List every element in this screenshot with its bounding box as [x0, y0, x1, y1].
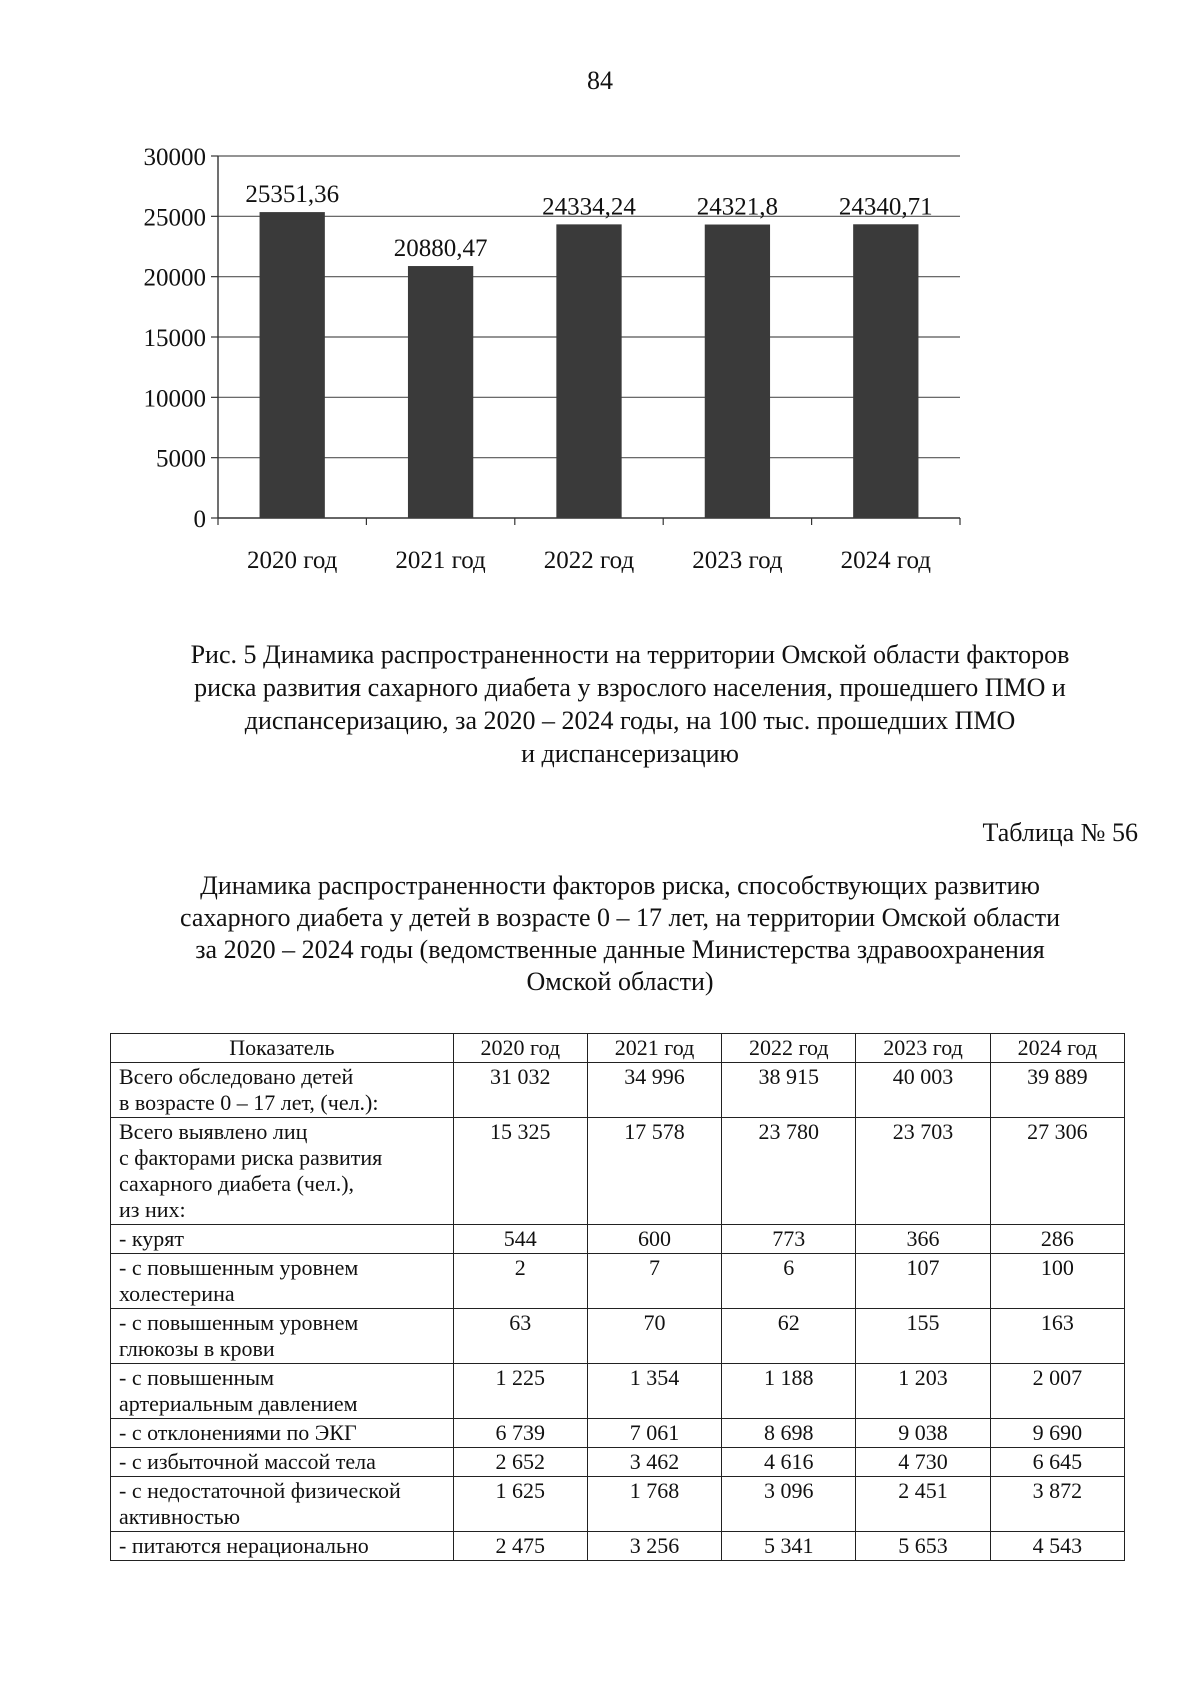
row-label-line: - с отклонениями по ЭКГ — [119, 1420, 357, 1445]
figure-caption — [130, 638, 1130, 770]
table-row — [111, 1419, 1125, 1448]
row-label — [111, 1254, 454, 1309]
table-title-line: Динамика распространенности факторов риска, способствующих развитию — [200, 871, 1040, 900]
table-cell: 1 625 — [453, 1477, 587, 1532]
table-cell: 8 698 — [722, 1419, 856, 1448]
table-cell: 63 — [453, 1309, 587, 1364]
row-label — [111, 1118, 454, 1225]
table-cell: 107 — [856, 1254, 990, 1309]
bar-chart — [120, 130, 1060, 640]
row-label-line: холестерина — [119, 1281, 235, 1306]
table-row — [111, 1309, 1125, 1364]
figure-caption-line: диспансеризацию, за 2020 – 2024 годы, на 100 тыс. прошедших ПМО — [244, 706, 1016, 735]
data-label: 20880,47 — [393, 235, 488, 263]
table-cell: 1 188 — [722, 1364, 856, 1419]
x-tick-label: 2023 год — [692, 547, 783, 574]
y-tick-label: 20000 — [143, 264, 206, 292]
page-number: 84 — [587, 66, 613, 95]
table-row — [111, 1477, 1125, 1532]
row-label-line: - питаются нерационально — [119, 1533, 369, 1558]
table-cell: 600 — [587, 1225, 721, 1254]
table-cell: 70 — [587, 1309, 721, 1364]
bar — [408, 266, 473, 518]
row-label — [111, 1448, 454, 1477]
row-label-line: Всего обследовано детей — [119, 1064, 354, 1089]
column-header: 2022 год — [722, 1034, 856, 1063]
table-cell: 155 — [856, 1309, 990, 1364]
row-label-line: Всего выявлено лиц — [119, 1119, 308, 1144]
x-tick-label: 2022 год — [543, 547, 635, 574]
table-row — [111, 1225, 1125, 1254]
table-cell: 9 690 — [990, 1419, 1124, 1448]
table-cell: 1 225 — [453, 1364, 587, 1419]
y-tick-label: 0 — [193, 506, 206, 533]
table-cell: 286 — [990, 1225, 1124, 1254]
table-cell: 163 — [990, 1309, 1124, 1364]
y-tick-label: 30000 — [143, 144, 206, 171]
table-cell: 6 645 — [990, 1448, 1124, 1477]
table-cell: 38 915 — [722, 1063, 856, 1118]
row-label-line: - с недостаточной физической — [119, 1478, 401, 1503]
table-cell: 6 — [722, 1254, 856, 1309]
x-tick-label: 2020 год — [247, 547, 338, 574]
table-cell: 2 652 — [453, 1448, 587, 1477]
table-row — [111, 1532, 1125, 1561]
table-cell: 3 462 — [587, 1448, 721, 1477]
table-cell: 100 — [990, 1254, 1124, 1309]
table-cell: 23 703 — [856, 1118, 990, 1225]
column-header: 2023 год — [856, 1034, 990, 1063]
row-label — [111, 1419, 454, 1448]
row-label — [111, 1532, 454, 1561]
table-row — [111, 1448, 1125, 1477]
column-header: 2021 год — [587, 1034, 721, 1063]
row-label — [111, 1364, 454, 1419]
table-cell: 2 — [453, 1254, 587, 1309]
table-cell: 1 768 — [587, 1477, 721, 1532]
table-cell: 31 032 — [453, 1063, 587, 1118]
table-cell: 1 354 — [587, 1364, 721, 1419]
row-label-line: сахарного диабета (чел.), — [119, 1171, 355, 1196]
x-tick-label: 2024 год — [840, 547, 931, 574]
table-cell: 2 007 — [990, 1364, 1124, 1419]
table-cell: 5 653 — [856, 1532, 990, 1561]
row-label-line: - с повышенным — [119, 1365, 274, 1390]
figure-caption-line: и диспансеризацию — [521, 739, 739, 768]
bar — [705, 225, 770, 518]
data-label: 24334,24 — [542, 193, 636, 221]
row-label-line: - с избыточной массой тела — [119, 1449, 376, 1474]
table-cell: 4 730 — [856, 1448, 990, 1477]
column-header: 2020 год — [453, 1034, 587, 1063]
table-cell: 62 — [722, 1309, 856, 1364]
row-label-line: из них: — [119, 1197, 186, 1222]
x-tick-label: 2021 год — [395, 547, 486, 574]
table-cell: 2 451 — [856, 1477, 990, 1532]
table-row — [111, 1118, 1125, 1225]
table-cell: 34 996 — [587, 1063, 721, 1118]
row-label — [111, 1309, 454, 1364]
risk-factors-table — [110, 1033, 1125, 1561]
table-cell: 544 — [453, 1225, 587, 1254]
table-cell: 3 872 — [990, 1477, 1124, 1532]
y-tick-label: 5000 — [156, 445, 206, 473]
table-cell: 40 003 — [856, 1063, 990, 1118]
bar — [853, 224, 918, 518]
table-row — [111, 1063, 1125, 1118]
row-label-line: с факторами риска развития — [119, 1145, 383, 1170]
column-header: Показатель — [111, 1034, 454, 1063]
table-number: Таблица № 56 — [982, 818, 1138, 847]
row-label-line: - с повышенным уровнем — [119, 1255, 359, 1280]
y-tick-label: 10000 — [143, 385, 206, 413]
table-cell: 3 096 — [722, 1477, 856, 1532]
y-tick-label: 15000 — [143, 325, 206, 352]
table-cell: 3 256 — [587, 1532, 721, 1561]
row-label — [111, 1225, 454, 1254]
table-cell: 4 543 — [990, 1532, 1124, 1561]
table-row — [111, 1364, 1125, 1419]
row-label — [111, 1477, 454, 1532]
row-label — [111, 1063, 454, 1118]
table-cell: 39 889 — [990, 1063, 1124, 1118]
y-tick-label: 25000 — [143, 204, 206, 232]
bar — [556, 224, 621, 518]
table-title-line: сахарного диабета у детей в возрасте 0 – 17 лет, на территории Омской области — [179, 903, 1060, 932]
table-title — [120, 870, 1120, 998]
row-label-line: артериальным давлением — [119, 1391, 358, 1416]
data-label: 24321,8 — [696, 193, 779, 221]
table-cell: 366 — [856, 1225, 990, 1254]
column-header: 2024 год — [990, 1034, 1124, 1063]
table-cell: 5 341 — [722, 1532, 856, 1561]
table-cell: 15 325 — [453, 1118, 587, 1225]
data-label: 25351,36 — [245, 181, 340, 209]
table-cell: 27 306 — [990, 1118, 1124, 1225]
table-cell: 17 578 — [587, 1118, 721, 1225]
table-title-line: за 2020 – 2024 годы (ведомственные данные Министерства здравоохранения — [195, 935, 1045, 964]
table-header-row — [111, 1034, 1125, 1063]
table-cell: 6 739 — [453, 1419, 587, 1448]
table-cell: 7 — [587, 1254, 721, 1309]
table-cell: 4 616 — [722, 1448, 856, 1477]
table-cell: 1 203 — [856, 1364, 990, 1419]
row-label-line: - курят — [119, 1226, 184, 1251]
table-cell: 7 061 — [587, 1419, 721, 1448]
table-title-line: Омской области) — [526, 967, 714, 996]
row-label-line: активностью — [119, 1504, 241, 1529]
figure-caption-line: риска развития сахарного диабета у взрослого населения, прошедшего ПМО и — [194, 673, 1066, 702]
row-label-line: глюкозы в крови — [119, 1336, 275, 1361]
table-row — [111, 1254, 1125, 1309]
table-cell: 773 — [722, 1225, 856, 1254]
table-cell: 9 038 — [856, 1419, 990, 1448]
row-label-line: - с повышенным уровнем — [119, 1310, 359, 1335]
table-cell: 2 475 — [453, 1532, 587, 1561]
table-cell: 23 780 — [722, 1118, 856, 1225]
row-label-line: в возрасте 0 – 17 лет, (чел.): — [119, 1090, 379, 1115]
figure-caption-line: Рис. 5 Динамика распространенности на территории Омской области факторов — [190, 640, 1070, 669]
data-label: 24340,71 — [838, 193, 933, 221]
bar — [260, 212, 325, 518]
